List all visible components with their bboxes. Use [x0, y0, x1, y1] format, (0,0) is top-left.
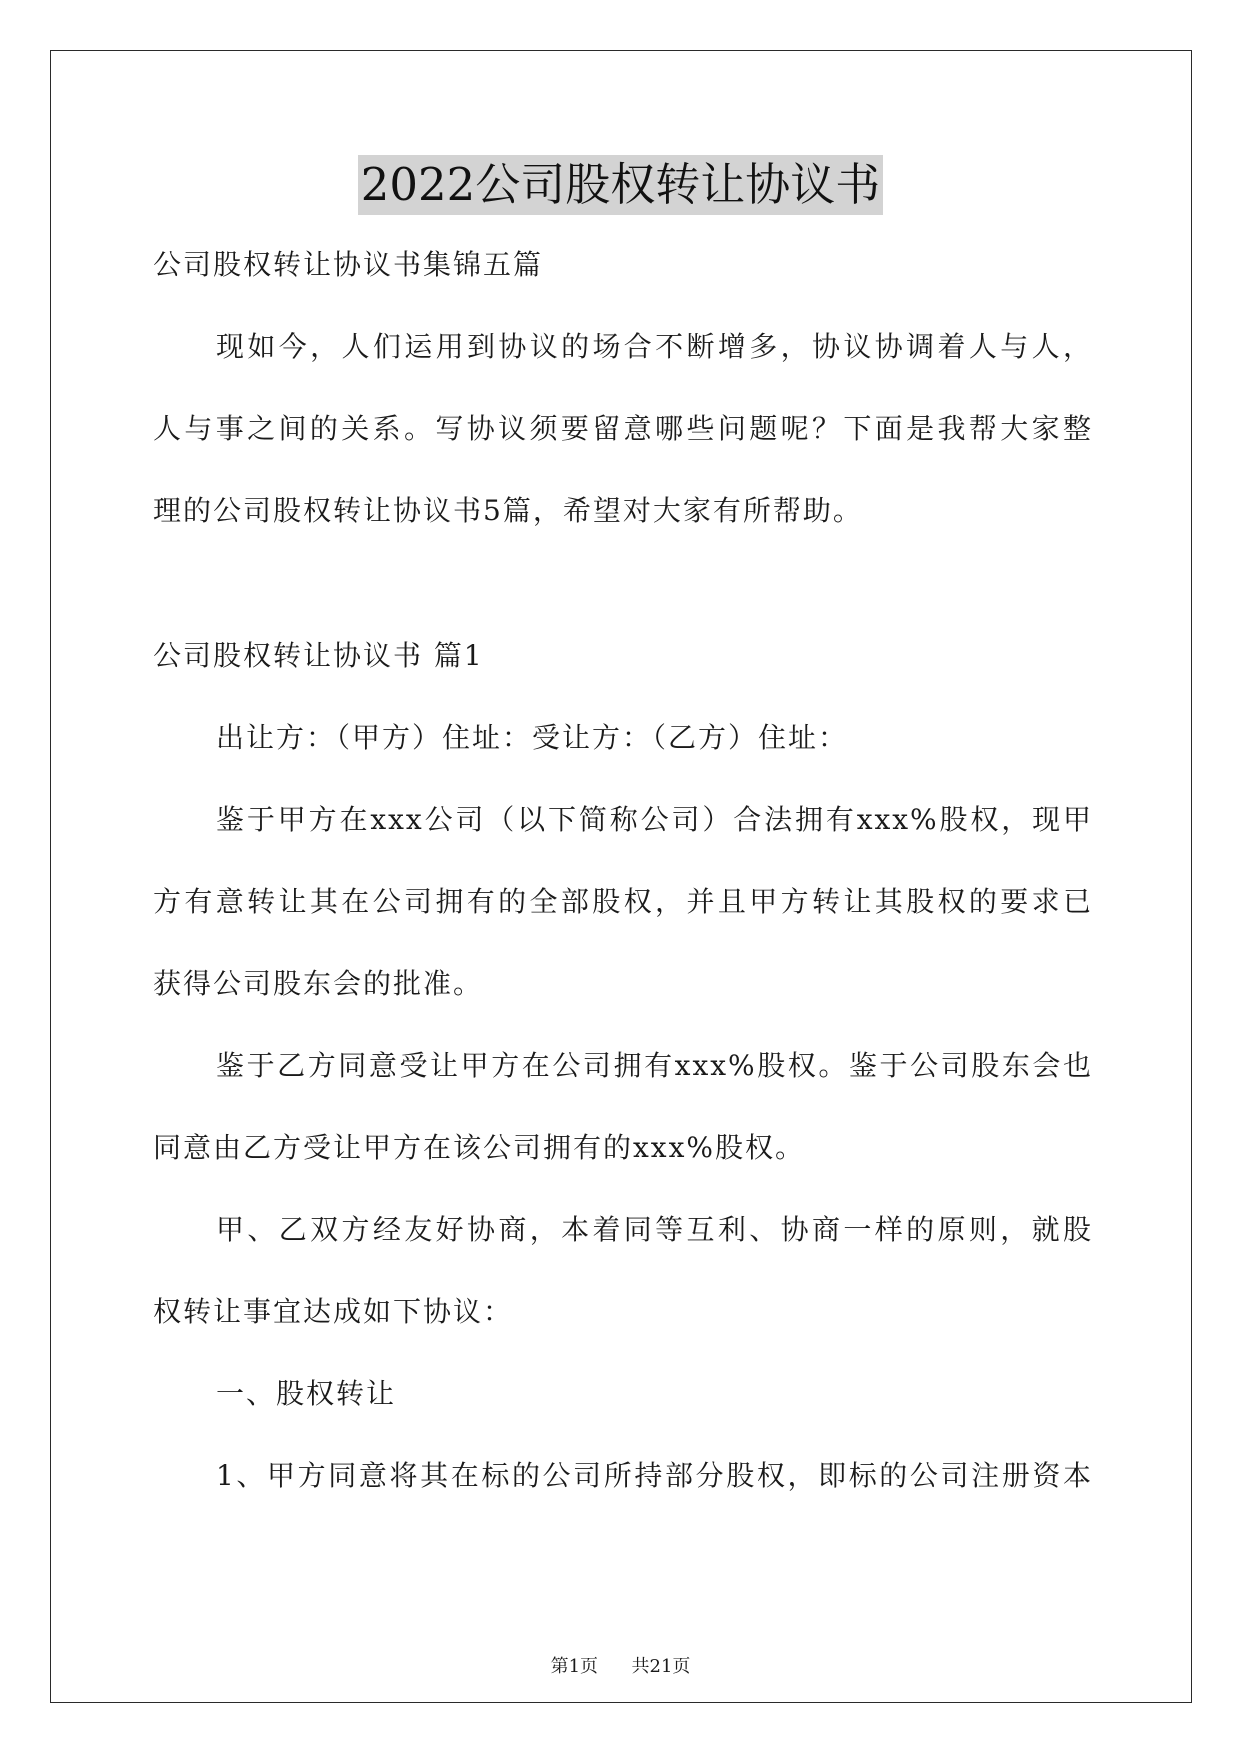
parties-line: 出让方：（甲方）住址：受让方：（乙方）住址： [216, 721, 849, 754]
paragraph-line: 鉴于乙方同意受让甲方在公司拥有xxx%股权。鉴于公司股东会也 [216, 1049, 1093, 1082]
document-subtitle: 公司股权转让协议书集锦五篇 [153, 248, 544, 281]
document-title: 2022公司股权转让协议书 [358, 155, 884, 215]
paragraph-line: 获得公司股东会的批准。 [153, 967, 484, 1000]
page-total-label: 共21页 [631, 1656, 691, 1677]
paragraph-line: 权转让事宜达成如下协议： [153, 1295, 514, 1328]
paragraph-line: 方有意转让其在公司拥有的全部股权，并且甲方转让其股权的要求已 [153, 885, 1093, 918]
intro-line: 人与事之间的关系。写协议须要留意哪些问题呢？下面是我帮大家整 [153, 412, 1093, 445]
document-body [153, 235, 1093, 1506]
page-footer [0, 1652, 1241, 1678]
clause-heading: 一、股权转让 [216, 1377, 397, 1410]
clause-line: 1、甲方同意将其在标的公司所持部分股权，即标的公司注册资本 [216, 1459, 1093, 1492]
title-container [0, 155, 1241, 215]
paragraph-line: 鉴于甲方在xxx公司（以下简称公司）合法拥有xxx%股权，现甲 [216, 803, 1093, 836]
page-number-label: 第1页 [550, 1656, 599, 1677]
paragraph-line: 甲、乙双方经友好协商，本着同等互利、协商一样的原则，就股 [216, 1213, 1093, 1246]
section-heading: 公司股权转让协议书 篇1 [153, 639, 484, 672]
intro-line: 现如今，人们运用到协议的场合不断增多，协议协调着人与人， [216, 330, 1093, 363]
intro-line: 理的公司股权转让协议书5篇，希望对大家有所帮助。 [153, 494, 863, 527]
paragraph-line: 同意由乙方受让甲方在该公司拥有的xxx%股权。 [153, 1131, 805, 1164]
